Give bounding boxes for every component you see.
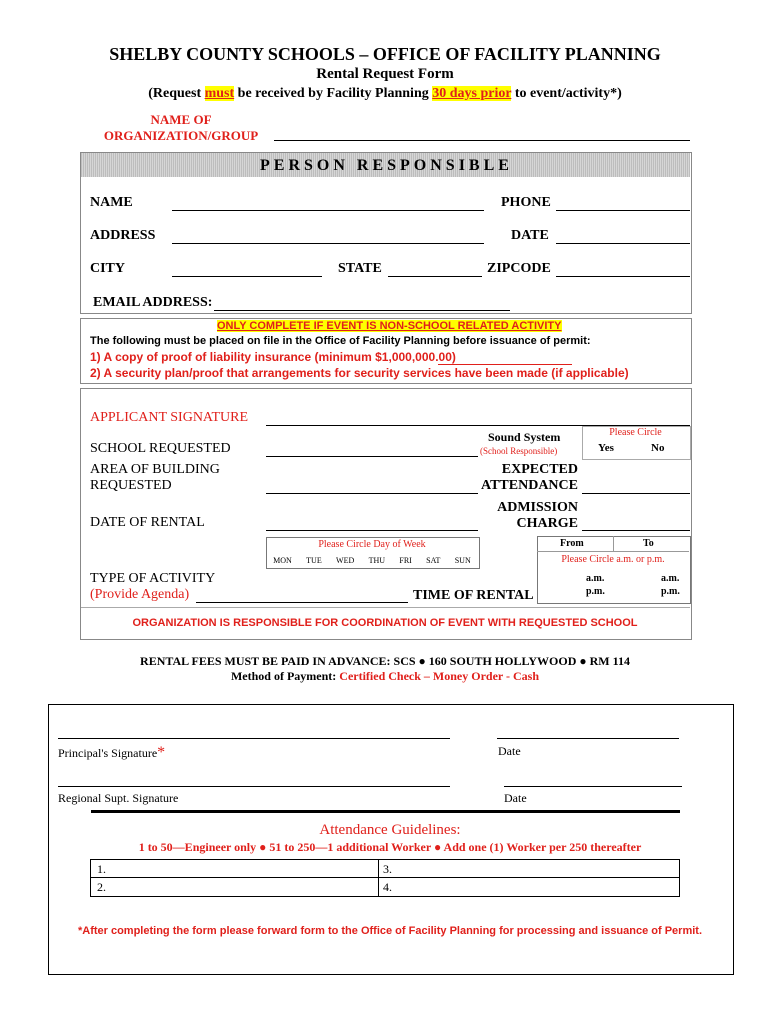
sound-system-label: Sound System <box>488 430 561 444</box>
from-am[interactable]: a.m. <box>586 573 605 584</box>
name-field[interactable] <box>172 210 484 211</box>
org-label-line1: NAME OF <box>150 112 212 127</box>
time-box-split <box>613 536 614 551</box>
phone-label: PHONE <box>501 195 551 210</box>
state-field[interactable] <box>388 276 482 277</box>
worker-table-row-divider <box>91 877 679 878</box>
nonschool-banner: ONLY COMPLETE IF EVENT IS NON-SCHOOL RELATED ACTIVITY <box>217 320 562 332</box>
worker-table-col-divider <box>378 860 379 896</box>
form-subtitle: Rental Request Form <box>316 66 454 82</box>
area-label-line1: AREA OF BUILDING <box>90 462 220 477</box>
admission-charge-label <box>478 500 578 532</box>
footer-note: *After completing the form please forward form to the Office of Facility Planning for processing and issuance of Permit. <box>77 925 703 937</box>
day-wed[interactable]: WED <box>336 556 355 565</box>
applicant-signature-label: APPLICANT SIGNATURE <box>90 410 249 425</box>
regional-date-label: Date <box>504 791 527 805</box>
regional-signature-label: Regional Supt. Signature <box>58 791 179 805</box>
principal-date-field[interactable] <box>497 738 679 739</box>
city-field[interactable] <box>172 276 322 277</box>
to-am[interactable]: a.m. <box>661 573 680 584</box>
expected-attendance-field[interactable] <box>582 493 690 494</box>
admission-line1: ADMISSION <box>497 500 578 515</box>
zipcode-label: ZIPCODE <box>487 261 551 276</box>
principal-label-text: Principal's Signature <box>58 746 158 760</box>
name-label: NAME <box>90 195 133 210</box>
area-label <box>90 462 220 494</box>
type-line1: TYPE OF ACTIVITY <box>90 571 216 586</box>
worker-table <box>90 859 680 897</box>
date-field[interactable] <box>556 243 690 244</box>
admission-charge-field[interactable] <box>582 530 690 531</box>
fees-notice: RENTAL FEES MUST BE PAID IN ADVANCE: SCS ● 160 SOUTH HOLLYWOOD ● RM 114 <box>140 654 630 668</box>
date-of-rental-field[interactable] <box>266 530 478 531</box>
from-pm[interactable]: p.m. <box>586 586 605 597</box>
date-label: DATE <box>511 228 549 243</box>
worker-cell-3[interactable]: 3. <box>383 862 392 876</box>
day-tue[interactable]: TUE <box>306 556 322 565</box>
time-of-rental-label: TIME OF RENTAL <box>413 588 534 603</box>
deadline-notice <box>0 86 770 102</box>
nonschool-item2: 2) A security plan/proof that arrangements for security services have been made (if applicable) <box>90 366 629 380</box>
expected-line1: EXPECTED <box>501 462 578 477</box>
no-option[interactable]: No <box>651 442 665 454</box>
attendance-rule: 1 to 50—Engineer only ● 51 to 250—1 additional Worker ● Add one (1) Worker per 250 thereafter <box>138 840 642 854</box>
person-heading: PERSON RESPONSIBLE <box>260 157 513 174</box>
day-sun[interactable]: SUN <box>454 556 471 565</box>
responsibility-divider <box>81 607 690 608</box>
responsibility-note: ORGANIZATION IS RESPONSIBLE FOR COORDINATION OF EVENT WITH REQUESTED SCHOOL <box>132 617 638 629</box>
notice-post: to event/activity*) <box>511 86 622 101</box>
worker-cell-4[interactable]: 4. <box>383 880 392 894</box>
payment-method <box>0 669 770 684</box>
org-label <box>96 112 266 144</box>
regional-signature-field[interactable] <box>58 786 450 787</box>
principal-date-label: Date <box>498 744 521 758</box>
day-options <box>266 556 478 565</box>
time-box-divider <box>537 551 689 552</box>
day-thu[interactable]: THU <box>368 556 386 565</box>
admission-line2: CHARGE <box>516 516 578 531</box>
notice-days: 30 days prior <box>432 86 512 101</box>
date-of-rental-label: DATE OF RENTAL <box>90 515 205 530</box>
regional-date-field[interactable] <box>504 786 682 787</box>
principal-asterisk: * <box>157 744 166 761</box>
state-label: STATE <box>338 261 382 276</box>
nonschool-item1: 1) A copy of proof of liability insurance (minimum $1,000,000.00) <box>90 350 456 364</box>
zipcode-field[interactable] <box>556 276 690 277</box>
day-fri[interactable]: FRI <box>399 556 412 565</box>
notice-pre: (Request <box>148 86 205 101</box>
yes-option[interactable]: Yes <box>598 442 614 454</box>
principal-signature-label <box>58 744 165 762</box>
to-ampm <box>661 572 680 598</box>
notice-mid: be received by Facility Planning <box>234 86 433 101</box>
to-label: To <box>643 538 654 549</box>
city-label: CITY <box>90 261 126 276</box>
school-requested-field[interactable] <box>266 456 478 457</box>
day-sat[interactable]: SAT <box>426 556 441 565</box>
area-field[interactable] <box>266 493 478 494</box>
attendance-title: Attendance Guidelines: <box>319 822 461 838</box>
from-ampm <box>586 572 605 598</box>
address-field[interactable] <box>172 243 484 244</box>
phone-field[interactable] <box>556 210 690 211</box>
address-label: ADDRESS <box>90 228 156 243</box>
principal-signature-field[interactable] <box>58 738 450 739</box>
to-pm[interactable]: p.m. <box>661 586 680 597</box>
email-field[interactable] <box>214 310 510 311</box>
school-requested-label: SCHOOL REQUESTED <box>90 441 231 456</box>
type-of-activity-field[interactable] <box>196 602 408 603</box>
worker-cell-2[interactable]: 2. <box>97 880 106 894</box>
type-of-activity-label <box>90 571 215 603</box>
worker-cell-1[interactable]: 1. <box>97 862 106 876</box>
email-label: EMAIL ADDRESS: <box>93 295 213 310</box>
area-label-line2: REQUESTED <box>90 478 172 493</box>
type-line2: (Provide Agenda) <box>90 587 190 602</box>
from-label: From <box>560 538 584 549</box>
ampm-caption: Please Circle a.m. or p.m. <box>561 554 665 565</box>
org-name-field[interactable] <box>274 140 690 141</box>
org-label-line2: ORGANIZATION/GROUP <box>103 128 259 143</box>
approval-divider <box>91 810 680 813</box>
insurance-field[interactable] <box>438 364 572 365</box>
sound-note: (School Responsible) <box>480 446 558 456</box>
day-caption: Please Circle Day of Week <box>318 539 426 550</box>
nonschool-intro: The following must be placed on file in the Office of Facility Planning before issuance of permit: <box>90 335 591 347</box>
please-circle-caption: Please Circle <box>609 427 662 438</box>
expected-line2: ATTENDANCE <box>481 478 578 493</box>
payment-method-value: Certified Check – Money Order - Cash <box>339 669 540 683</box>
notice-must: must <box>204 86 235 101</box>
payment-method-label: Method of Payment: <box>230 669 340 683</box>
day-mon[interactable]: MON <box>273 556 292 565</box>
expected-attendance-label <box>478 462 578 494</box>
form-title: SHELBY COUNTY SCHOOLS – OFFICE OF FACILITY PLANNING <box>109 44 661 64</box>
